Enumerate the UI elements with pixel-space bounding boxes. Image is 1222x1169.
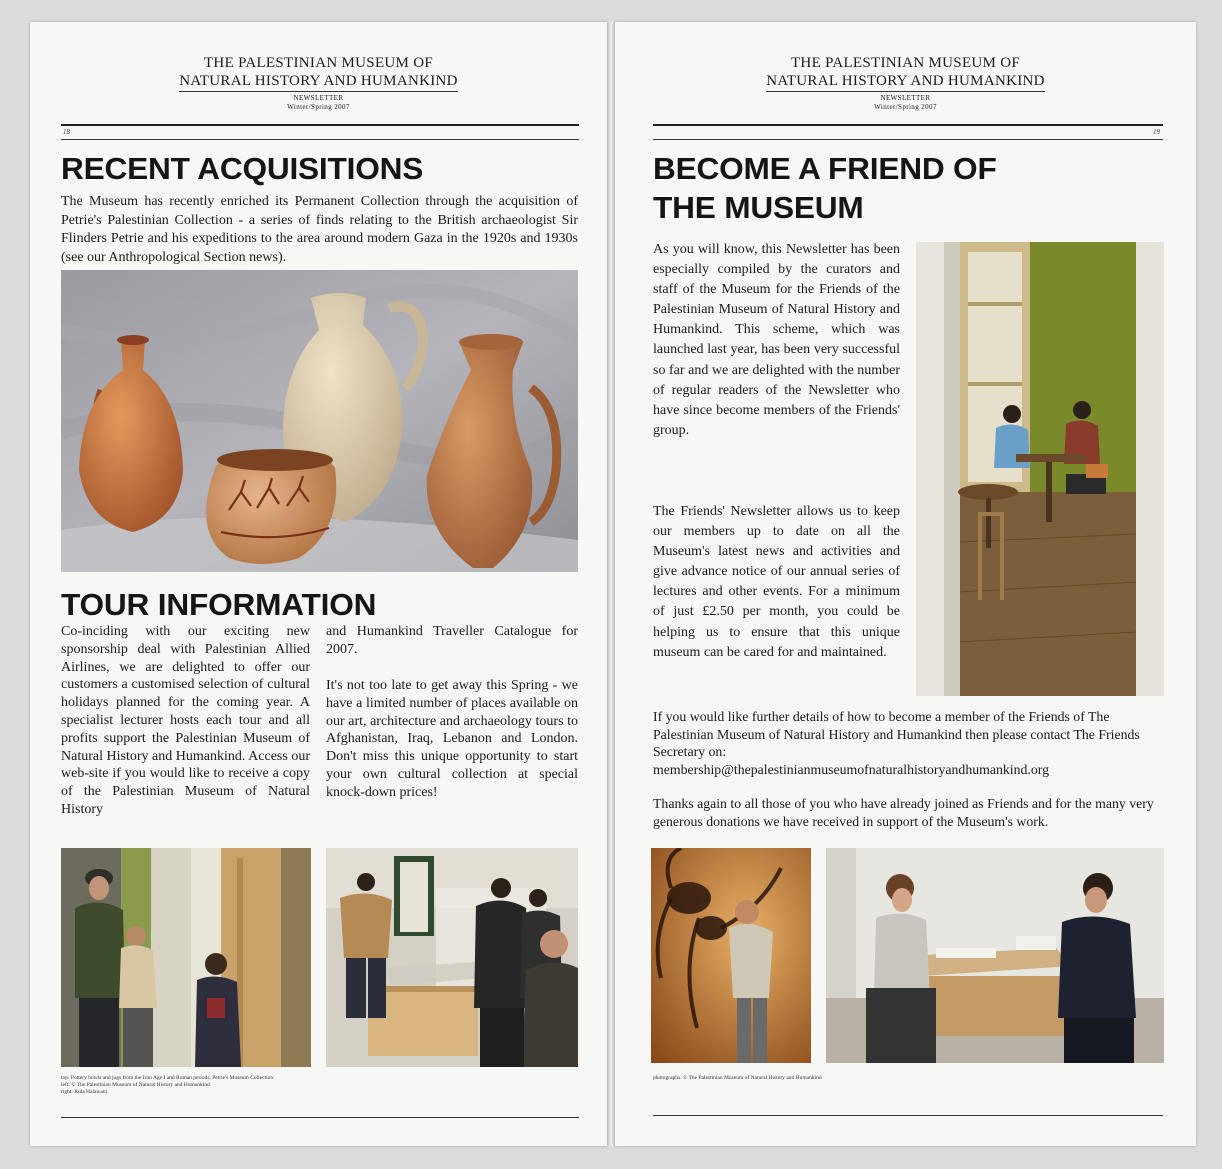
- caption-right: right: Rula Halawani: [61, 1089, 108, 1095]
- friend-heading-line-1: BECOME A FRIEND OF: [653, 151, 997, 186]
- caption-left: left: © The Palestinian Museum of Natural History and Humankind: [61, 1082, 210, 1088]
- tour-column-2b: It's not too late to get away this Spring - we have a limited number of places available on our art, architecture and archaeology tours to Afghanistan, Iraq, Lebanon and London. Don't miss this unique opportunity to start your own cultural collection at special knock-down prices!: [326, 678, 578, 800]
- tour-column-2a: and Humankind Traveller Catalogue for 2007.: [326, 624, 578, 657]
- masthead-label-right: NEWSLETTER: [880, 94, 931, 102]
- tour-group-photo: [326, 848, 578, 1067]
- header-rule: [61, 124, 579, 126]
- left-page: [30, 22, 607, 1146]
- tour-column-1: Co-inciding with our exciting new sponsorship deal with Palestinian Allied Airlines, we are delighted to offer our customers a customised selection of cultural holidays planned for the coming year. A specialist lecturer hosts each tour and all profits support the Palestinian Museum of Natural History and Humankind. Access our web-site if you would like to receive a copy of the Palestinian Museum of Natural History: [61, 624, 310, 817]
- tour-heading: TOUR INFORMATION: [61, 587, 377, 622]
- footer-rule-right: [653, 1115, 1163, 1116]
- photo-captions: [61, 1075, 461, 1096]
- insect-exhibit-photo: [651, 848, 811, 1063]
- footer-rule: [61, 1117, 579, 1118]
- friend-paragraph-4: Thanks again to all those of you who have already joined as Friends and for the many very generous donations we have received in support of the Museum's work.: [653, 796, 1154, 829]
- masthead-right: [615, 54, 1196, 112]
- page-number: 18: [63, 128, 70, 136]
- friend-paragraph-3: If you would like further details of how to become a member of the Friends of The Palestinian Museum of Natural History and Humankind then please contact The Friends Secretary on:: [653, 709, 1140, 759]
- masthead-issue-right: Winter/Spring 2007: [874, 103, 937, 111]
- photo-credit: photographs: © The Palestinian Museum of Natural History and Humankind: [653, 1075, 822, 1081]
- acquisitions-heading: RECENT ACQUISITIONS: [61, 151, 424, 186]
- masthead-line-2: NATURAL HISTORY AND HUMANKIND: [179, 72, 458, 92]
- friend-paragraph-1: As you will know, this Newsletter has been especially compiled by the curators and staff of the Museum for the Friends of the Palestinian Museum of Natural History and Humankind. This scheme, which was launched last year, has been very successful so far and we are delighted with the number of regular readers of the Newsletter who have since become members of the Friends' group.: [653, 242, 900, 438]
- friend-paragraph-2: The Friends' Newsletter allows us to keep our members up to date on all the Museum's latest news and activities and give advance notice of our annual series of lectures and other events. For a minimum of just £2.50 per month, you could be helping us to ensure that this unique museum can be cared for and maintained.: [653, 504, 900, 660]
- page-number-right: 19: [1153, 128, 1160, 136]
- membership-email[interactable]: membership@thepalestinianmuseumofnaturalhistoryandhumankind.org: [653, 762, 1050, 777]
- masthead-line-2-right: NATURAL HISTORY AND HUMANKIND: [766, 72, 1045, 92]
- right-page: [615, 22, 1196, 1146]
- office-interior-photo: [916, 242, 1164, 696]
- masthead-line-1: THE PALESTINIAN MUSEUM OF: [203, 55, 434, 71]
- header-rule-thin: [61, 139, 579, 140]
- friend-heading-line-2: THE MUSEUM: [653, 190, 864, 225]
- caption-top: top: Pottery bowls and jugs from the Iron Age I and Roman periods, Petrie's Museum Collection: [61, 1075, 274, 1081]
- masthead: [30, 54, 607, 112]
- masthead-line-1-right: THE PALESTINIAN MUSEUM OF: [790, 55, 1021, 71]
- masthead-label: NEWSLETTER: [293, 94, 344, 102]
- pottery-photo: [61, 270, 578, 572]
- masthead-issue: Winter/Spring 2007: [287, 103, 350, 111]
- header-rule-thin-right: [653, 139, 1163, 140]
- office-meeting-photo: [826, 848, 1164, 1063]
- book-spine: [607, 22, 615, 1146]
- gallery-visitors-photo: [61, 848, 311, 1067]
- acquisitions-body: The Museum has recently enriched its Permanent Collection through the acquisition of Petrie's Palestinian Collection - a series of finds relating to the British archaeologist Sir Flinders Petrie and his expeditions to the area around modern Gaza in the 1920s and 1930s (see our Anthropological Section news).: [61, 194, 578, 265]
- header-rule-right: [653, 124, 1163, 126]
